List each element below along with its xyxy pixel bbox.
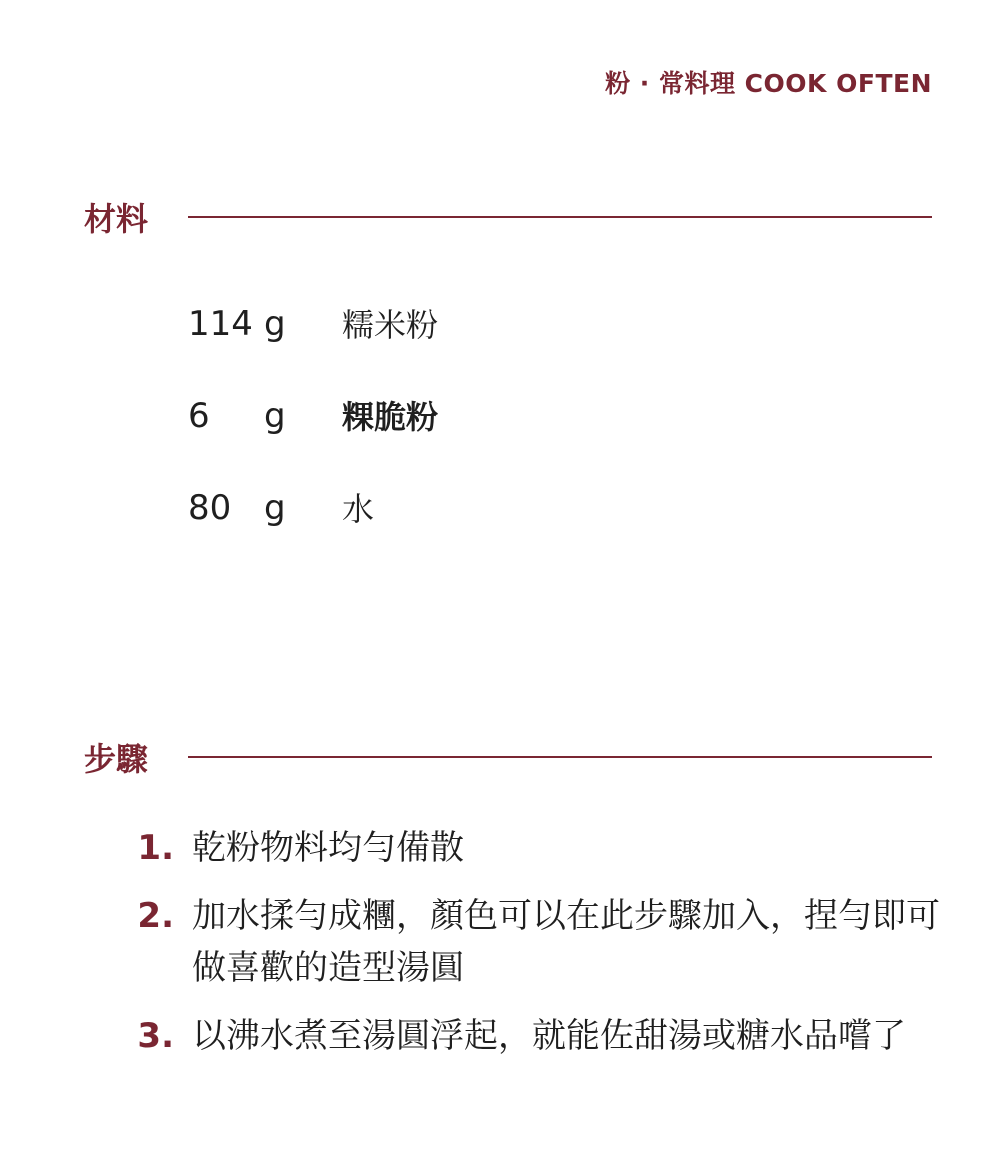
steps-header (84, 734, 932, 780)
ingredients-title: 材料 (84, 200, 149, 238)
step-number: 3. (137, 1016, 174, 1056)
ingredient-amount: 114 (188, 304, 253, 344)
step-number: 2. (137, 896, 174, 936)
ingredient-name: 糯米粉 (342, 306, 439, 344)
ingredient-unit: g (264, 304, 286, 344)
steps-divider (188, 756, 932, 758)
ingredients-divider (188, 216, 932, 218)
step-item (120, 1010, 940, 1062)
steps-title: 步驟 (84, 740, 149, 778)
step-text: 加水揉勻成糰，顏色可以在此步驟加入，捏勻即可做喜歡的造型湯圓 (192, 896, 940, 988)
steps-list (120, 822, 940, 1078)
step-text: 乾粉物料均勻備散 (192, 828, 464, 868)
ingredient-name: 粿脆粉 (342, 398, 439, 436)
step-item (120, 822, 940, 874)
ingredient-name: 水 (342, 490, 375, 528)
step-number: 1. (137, 828, 174, 868)
step-item (120, 890, 940, 994)
brand-header: 粉 · 常料理 COOK OFTEN (605, 69, 932, 98)
ingredient-unit: g (264, 488, 286, 528)
step-text: 以沸水煮至湯圓浮起，就能佐甜湯或糖水品嚐了 (192, 1016, 906, 1056)
ingredient-amount: 80 (188, 488, 232, 528)
ingredients-header (84, 194, 932, 240)
ingredient-amount: 6 (188, 396, 210, 436)
ingredient-unit: g (264, 396, 286, 436)
